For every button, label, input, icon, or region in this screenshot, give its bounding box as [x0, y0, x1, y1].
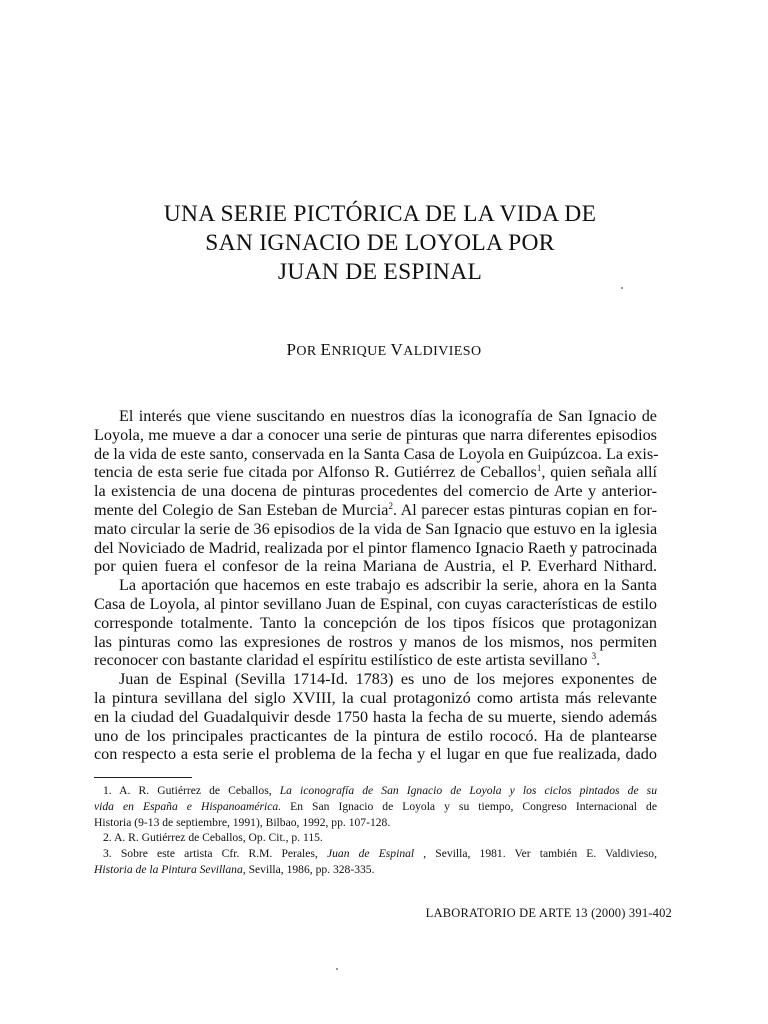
- footnote-ref-1: 1: [536, 463, 542, 474]
- body-line: La aportación que hacemos en este trabajo es adscribir la serie, ahora en la Santa: [119, 576, 657, 595]
- body-line: las pinturas como las expresiones de rostros y manos de los mismos, nos permiten: [94, 632, 657, 651]
- article-title: [100, 200, 660, 287]
- footnote-ref-3: 3: [591, 651, 597, 662]
- footnote-3-line: Historia de la Pintura Sevillana, Sevilla, 1986, pp. 328-335.: [94, 862, 375, 876]
- body-line: de la vida de este santo, conservada en la Santa Casa de Loyola en Guipúzcoa. La exis-: [94, 444, 659, 463]
- author-byline: POR ENRIQUE VALDIVIESO: [286, 340, 482, 359]
- body-line: la pintura sevillana del siglo XVIII, la cual protagonizó como artista más relevante: [94, 688, 657, 707]
- footnote-3-line: 3. Sobre este artista Cfr. R.M. Perales, Juan de Espinal , Sevilla, 1981. Ver también E. Valdivieso,: [103, 847, 657, 861]
- footnotes: [94, 783, 657, 878]
- scan-speck: [621, 287, 623, 289]
- footnote-1-line: Historia (9-13 de septiembre, 1991), Bilbao, 1992, pp. 107-128.: [94, 815, 391, 829]
- body-line: Casa de Loyola, al pintor sevillano Juan de Espinal, con cuyas características de estilo: [94, 594, 657, 613]
- body-line: El interés que viene suscitando en nuestros días la iconografía de San Ignacio de: [119, 407, 657, 425]
- body-line: mente del Colegio de San Esteban de Murcia$^2$. Al parecer estas pinturas copian en for-: [94, 500, 657, 519]
- body-line: la existencia de una docena de pinturas procedentes del comercio de Arte y anterior-: [94, 482, 657, 501]
- scan-speck: [336, 968, 338, 970]
- title-line-1: UNA SERIE PICTÓRICA DE LA VIDA DE: [163, 201, 597, 227]
- body-line: con respecto a esta serie el problema de la fecha y el lugar en que fue realizada, dado: [94, 745, 657, 764]
- footnote-2: 2. A. R. Gutiérrez de Ceballos, Op. Cit., p. 115.: [103, 831, 323, 845]
- body-line: Juan de Espinal (Sevilla 1714-Id. 1783) es uno de los mejores exponentes de: [119, 670, 657, 689]
- body-line: mato circular la serie de 36 episodios de la vida de San Ignacio que estuvo en la iglesia: [94, 519, 658, 538]
- body-line: reconocer con bastante claridad el espíritu estilístico de este artista sevillano $^3$.: [94, 651, 601, 670]
- body-line: Loyola, me mueve a dar a conocer una serie de pinturas que narra diferentes episodios: [94, 425, 657, 444]
- body-line: en la ciudad del Guadalquivir desde 1750 hasta la fecha de su muerte, siendo además: [94, 707, 657, 726]
- journal-citation: LABORATORIO DE ARTE 13 (2000) 391-402: [425, 906, 672, 920]
- title-line-2: SAN IGNACIO DE LOYOLA POR: [205, 230, 555, 256]
- footnote-1-line: vida en España e Hispanoamérica. En San Ignacio de Loyola y su tiempo, Congreso Internacional de: [94, 799, 657, 813]
- body-line: tencia de esta serie fue citada por Alfonso R. Gutiérrez de Ceballos$^1$, quien señala allí: [94, 463, 657, 482]
- body-line: por quien fuera el confesor de la reina Mariana de Austria, el P. Everhard Nithard.: [94, 557, 657, 576]
- footnote-1-line: 1. A. R. Gutiérrez de Ceballos, La iconografía de San Ignacio de Loyola y los ciclos pintados de su: [103, 784, 657, 797]
- footnote-divider: [94, 777, 192, 778]
- body-line: uno de los principales practicantes de la pintura de estilo rococó. Ha de plantearse: [94, 726, 657, 745]
- footnote-ref-2: 2: [388, 500, 393, 511]
- body-text: [94, 407, 657, 764]
- body-line: del Noviciado de Madrid, realizada por el pintor flamenco Ignacio Raeth y patrocinada: [94, 538, 658, 557]
- title-line-3: JUAN DE ESPINAL: [277, 259, 483, 285]
- body-line: corresponde totalmente. Tanto la concepción de los tipos físicos que protagonizan: [94, 613, 657, 632]
